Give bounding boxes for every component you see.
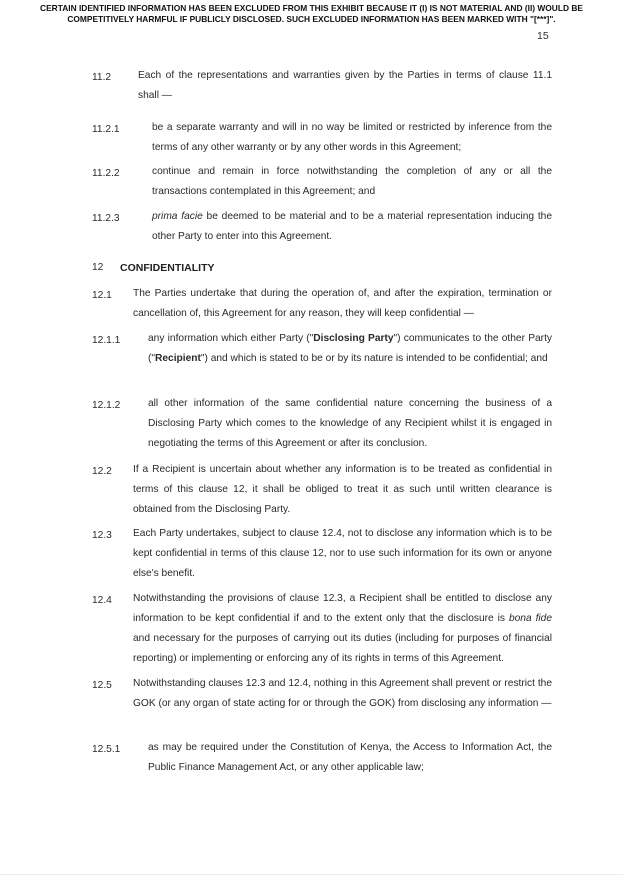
latin-phrase: prima facie	[152, 211, 203, 222]
clause-text: The Parties undertake that during the operation of, and after the expiration, termination or cancellation of, this Agreement for any reason, they will keep confidential —	[133, 288, 552, 319]
clause-text-part: ") and which is stated to be or by its nature is intended to be confidential; and	[200, 353, 548, 364]
clause-text-part: any information which either Party ("	[148, 333, 314, 344]
clause-text-part: and necessary for the purposes of carrying out its duties (including for purposes of financial reporting) or implementing or enforcing any of its rights in terms of this Agreement.	[133, 633, 552, 664]
clause-text: be a separate warranty and will in no way be limited or restricted by inference from the terms of any other warranty or by any other words in this Agreement;	[152, 122, 552, 153]
clause-text: all other information of the same confidential nature concerning the business of a Disclosing Party which comes to the knowledge of any Recipient whilst it is engaged in negotiating the terms of this Agreement or after its conclusion.	[148, 398, 552, 449]
clause-text: Notwithstanding clauses 12.3 and 12.4, nothing in this Agreement shall prevent or restrict the GOK (or any organ of state acting for or through the GOK) from disclosing any information —	[133, 678, 552, 709]
clause-number: 11.2.3	[92, 213, 120, 224]
clause-number: 12.5	[92, 680, 112, 691]
clause-number: 11.2.1	[92, 124, 120, 135]
clause-number: 12.1.1	[92, 335, 121, 346]
clause-number: 12.5.1	[92, 744, 121, 755]
clause-text-rest: be deemed to be material and to be a material representation inducing the other Party to enter into this Agreement.	[152, 211, 553, 242]
defined-term: Recipient	[155, 353, 201, 364]
page-edge-line	[0, 874, 623, 875]
latin-phrase: bona fide	[508, 613, 552, 624]
page-number: 15	[537, 30, 549, 42]
section-heading: CONFIDENTIALITY	[120, 262, 215, 274]
clause-text: as may be required under the Constitution of Kenya, the Access to Information Act, the Public Finance Management Act, or any other applicable law;	[148, 742, 552, 773]
clause-text: Each of the representations and warranties given by the Parties in terms of clause 11.1 shall —	[138, 70, 552, 101]
clause-text: continue and remain in force notwithstanding the completion of any or all the transactions contemplated in this Agreement; and	[152, 166, 552, 197]
exclusion-notice: CERTAIN IDENTIFIED INFORMATION HAS BEEN EXCLUDED FROM THIS EXHIBIT BECAUSE IT (I) IS NOT MATERIAL AND (II) WOULD BE COMPETITIVELY HARMFUL IF PUBLICLY DISCLOSED. SUCH EXCLUDED INFORMATION HAS BEEN MARKED WITH "[***]".	[40, 3, 583, 24]
clause-number: 11.2	[92, 72, 112, 83]
clause-number: 12.1	[92, 290, 112, 301]
clause-number: 12.4	[92, 595, 112, 606]
clause-text-part: ") communicates to the other Party ("	[148, 333, 552, 364]
clause-text: Each Party undertakes, subject to clause 12.4, not to disclose any information which is to be kept confidential in terms of this clause 12, nor to use such information for its own or anyone else's benefit.	[133, 528, 552, 579]
clause-text: If a Recipient is uncertain about whether any information is to be treated as confidential in terms of this clause 12, it shall be obliged to treat it as such until written clearance is obtained from the Disclosing Party.	[133, 464, 552, 515]
clause-text	[152, 207, 552, 247]
clause-text	[148, 329, 552, 369]
clause-text-part: Notwithstanding the provisions of clause 12.3, a Recipient shall be entitled to disclose any information to be kept confidential if and to the extent only that the disclosure is	[133, 593, 552, 624]
clause-number: 12.1.2	[92, 400, 121, 411]
clause-number: 12.2	[92, 466, 112, 477]
clause-number: 11.2.2	[92, 168, 120, 179]
defined-term: Disclosing Party	[313, 333, 394, 344]
clause-number: 12.3	[92, 530, 112, 541]
clause-text	[133, 589, 552, 669]
section-number: 12	[92, 262, 104, 273]
